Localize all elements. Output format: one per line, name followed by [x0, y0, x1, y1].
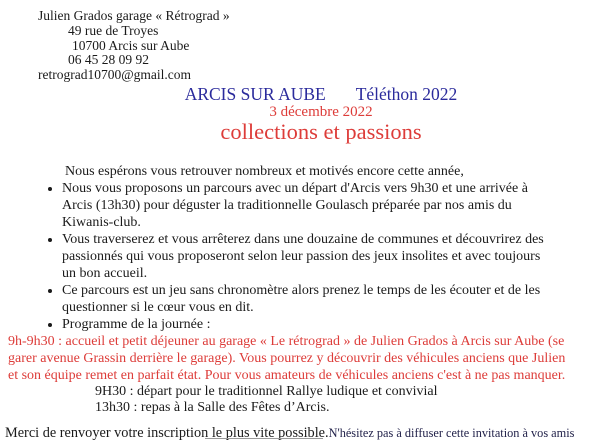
bullet-line: Arcis (13h30) pour déguster la traditionnelle Goulasch préparée par nos amis du	[62, 197, 512, 213]
bullet-line: • Vous traverserez et vous arrêterez dans une douzaine de communes et découvrirez des	[62, 231, 544, 247]
program-highlight-paragraph	[8, 333, 600, 384]
bullet-line: • Ce parcours est un jeu sans chronomètre alors prenez le temps de les écouter et de les	[62, 282, 541, 298]
program-line: et son équipe remet en parfait état. Pour vous amateurs de véhicules anciens c'est à ne pas manquer.	[8, 367, 566, 383]
sender-street: 49 rue de Troyes	[68, 22, 159, 38]
program-line: garer avenue Grassin derrière le garage). Vous pourrez y découvrir des véhicules anciens que Julien	[8, 350, 566, 366]
list-item	[62, 282, 600, 316]
sender-address-block	[0, 0, 600, 83]
bullet-line: • Nous vous proposons un parcours avec un départ d'Arcis vers 9h30 et une arrivée à	[62, 180, 528, 196]
title-block	[0, 85, 600, 144]
title-place: ARCIS SUR AUBE	[184, 83, 326, 104]
sender-city: 10700 Arcis sur Aube	[72, 37, 190, 53]
title-line	[42, 85, 600, 104]
bullet-line: passionnés qui vous proposeront selon leur passion des jeux insolites et avec toujours	[62, 248, 541, 264]
sender-name: Julien Grados garage « Rétrograd »	[38, 8, 230, 23]
schedule-item-depart: 9H30 : départ pour le traditionnel Rallye ludique et convivial	[95, 383, 438, 399]
program-line: 9h-9h30 : accueil et petit déjeuner au garage « Le rétrograd » de Julien Grados à Arcis sur Aube (se	[8, 333, 565, 349]
closing-line	[5, 424, 600, 442]
bullet-line: un bon accueil.	[62, 265, 148, 281]
intro-paragraph: Nous espérons vous retrouver nombreux et motivés encore cette année,	[65, 163, 464, 179]
cutoff-table-border	[205, 438, 323, 439]
list-item	[62, 180, 600, 231]
closing-main-text: Merci de renvoyer votre inscription le plus vite possible.	[5, 424, 329, 441]
schedule-item-repas: 13h30 : repas à la Salle des Fêtes d’Arcis.	[95, 400, 330, 416]
event-date: 3 décembre 2022	[269, 103, 373, 120]
closing-note-text: N'hésitez pas à diffuser cette invitation à vos amis	[328, 425, 575, 440]
list-item	[62, 231, 600, 282]
title-event: Téléthon 2022	[355, 83, 458, 104]
list-item	[62, 316, 600, 333]
schedule-block	[95, 384, 600, 417]
bullet-list	[0, 180, 600, 333]
bullet-line: questionner si le cœur vous en dit.	[62, 299, 254, 315]
event-subtitle: collections et passions	[220, 118, 422, 144]
bullet-line: • Programme de la journée :	[62, 316, 211, 332]
bullet-line: Kiwanis-club.	[62, 214, 141, 230]
sender-phone: 06 45 28 09 92	[68, 52, 149, 68]
sender-email: retrograd10700@gmail.com	[38, 67, 192, 83]
